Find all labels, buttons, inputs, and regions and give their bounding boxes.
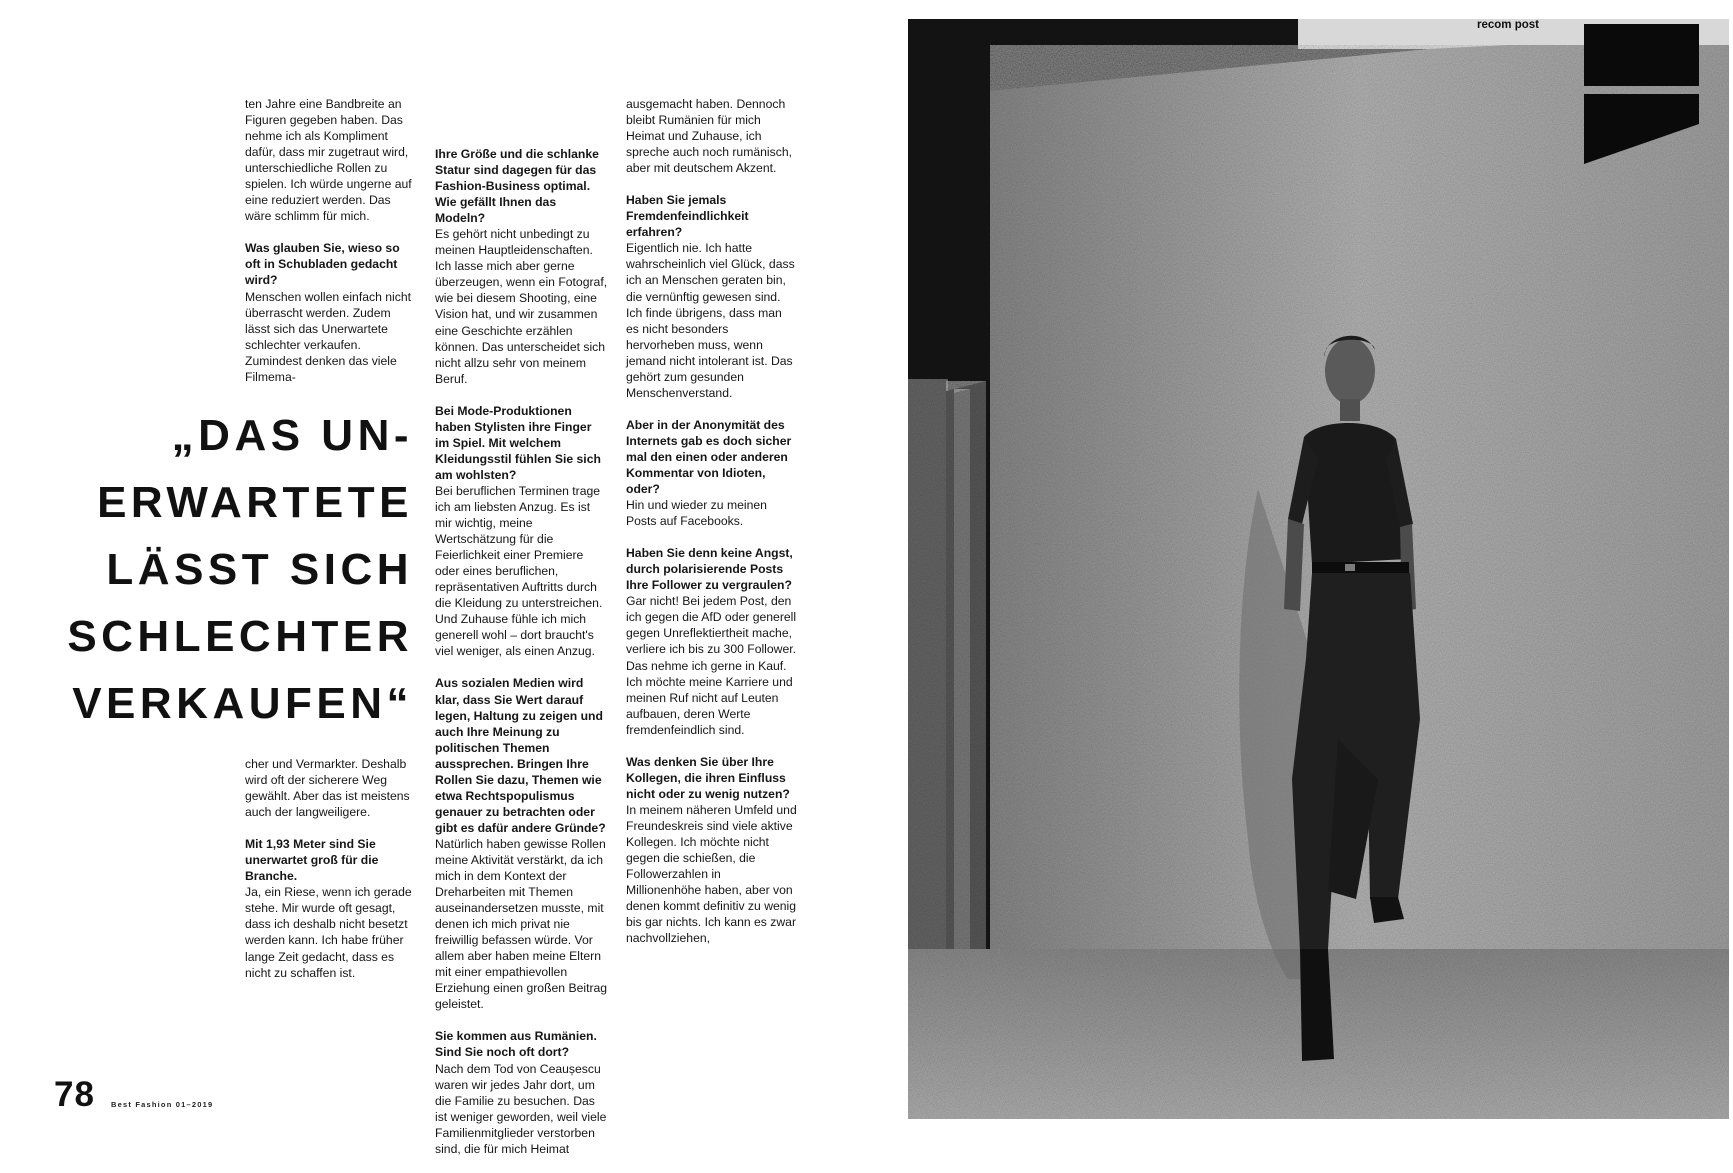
article-column-2 bbox=[435, 146, 609, 1173]
pull-quote-line: „DAS UN- bbox=[171, 411, 413, 460]
interview-question: Sie kommen aus Rumänien. Sind Sie noch oft dort? bbox=[435, 1029, 597, 1060]
pull-quote-line: LÄSST SICH bbox=[106, 545, 413, 594]
interview-answer: Bei beruflichen Terminen trage ich am liebsten Anzug. Es ist mir wichtig, meine Wertschätzung für die Feierlichkeit einer Premiere oder eines beruflichen, repräsentativen Auftritts durch die Kleidung zu unterstreichen. Und Zuhause fühle ich mich generell wohl – dort braucht's viel weniger, als einen Anzug. bbox=[435, 483, 603, 659]
interview-question: Bei Mode-Produktionen haben Stylisten ihre Finger im Spiel. Mit welchem Kleidungsstil fühlen Sie sich am wohlsten? bbox=[435, 403, 601, 482]
interview-question: Aus sozialen Medien wird klar, dass Sie Wert darauf legen, Haltung zu zeigen und auch Ihre Meinung zu politischen Themen aussprechen. Bringen Ihre Rollen Sie dazu, Themen wie etwa Rechtspopulismus genauer zu betrachten oder gibt es dafür andere Gründe? bbox=[435, 676, 606, 835]
photo-credit: recom post bbox=[1477, 19, 1539, 31]
pull-quote-line: VERKAUFEN“ bbox=[72, 679, 413, 728]
article-column-1-top bbox=[245, 96, 415, 401]
interview-answer: Menschen wollen einfach nicht überrascht werden. Zudem lässt sich das Unerwartete schlechter verkaufen. Zumindest denken das viele Filmema- bbox=[245, 289, 411, 384]
interview-answer: Gar nicht! Bei jedem Post, den ich gegen die AfD oder generell gegen Unreflektiertheit mache, verliere ich bis zu 300 Follower. Das nehme ich gerne in Kauf. Ich möchte meine Karriere und meinen Ruf nicht auf Leuten aufbauen, deren Werte fremdenfeindlich sind. bbox=[626, 594, 797, 737]
article-paragraph bbox=[245, 96, 415, 224]
article-paragraph bbox=[245, 836, 415, 980]
interview-answer: Ja, ein Riese, wenn ich gerade stehe. Mir wurde oft gesagt, dass ich deshalb nicht besetzt werden kann. Ich habe früher lange Zeit gedacht, dass es nicht zu schaffen ist. bbox=[245, 885, 412, 980]
pull-quote-line: ERWARTETE bbox=[97, 478, 413, 527]
article-column-1-bottom bbox=[245, 756, 415, 997]
article-paragraph bbox=[245, 756, 415, 820]
interview-question: Haben Sie jemals Fremdenfeindlichkeit erfahren? bbox=[626, 193, 749, 240]
article-column-3 bbox=[626, 96, 798, 962]
article-paragraph bbox=[626, 96, 798, 176]
article-paragraph bbox=[626, 545, 798, 738]
interview-answer: In meinem näheren Umfeld und Freundeskreis sind viele aktive Kollegen. Ich möchte nicht gegen die schießen, die Followerzahlen in Millionenhöhe haben, aber von denen kommt definitiv zu wenig bis gar nichts. Ich kann es zwar nachvollziehen, bbox=[626, 802, 797, 946]
pull-quote-line: SCHLECHTER bbox=[67, 612, 413, 661]
interview-question: Was glauben Sie, wieso so oft in Schubladen gedacht wird? bbox=[245, 241, 400, 288]
article-paragraph bbox=[626, 417, 798, 529]
interview-answer: Nach dem Tod von Ceaușescu waren wir jedes Jahr dort, um die Familie zu besuchen. Das ist weniger geworden, weil viele Familienmitglieder verstorben sind, die für mich Heimat bbox=[435, 1061, 607, 1156]
interview-question: Haben Sie denn keine Angst, durch polarisierende Posts Ihre Follower zu vergraulen? bbox=[626, 546, 793, 593]
article-paragraph bbox=[435, 403, 609, 660]
interview-answer: ten Jahre eine Bandbreite an Figuren gegeben haben. Das nehme ich als Kompliment dafür, dass mir zugetraut wird, unterschiedliche Rollen zu spielen. Ich würde ungerne auf eine reduziert werden. Das wäre schlimm für mich. bbox=[245, 97, 412, 224]
article-paragraph bbox=[435, 675, 609, 1012]
article-paragraph bbox=[435, 146, 609, 387]
interview-answer: Es gehört nicht unbedingt zu meinen Hauptleidenschaften. Ich lasse mich aber gerne überzeugen, wenn ein Fotograf, wie bei diesem Shooting, eine Vision hat, und wir zusammen eine Geschichte erzählen können. Das unterscheidet sich nicht allzu sehr von meinem Beruf. bbox=[435, 227, 608, 386]
pull-quote bbox=[13, 402, 413, 737]
interview-answer: ausgemacht haben. Dennoch bleibt Rumänien für mich Heimat und Zuhause, ich spreche auch noch rumänisch, aber mit deutschem Akzent. bbox=[626, 97, 792, 176]
interview-answer: Natürlich haben gewisse Rollen meine Aktivität verstärkt, da ich mich in dem Kontext der Dreharbeiten mit Themen auseinandersetzen musste, mit denen ich mich privat nie freiwillig befassen würde. Vor allem aber haben meine Eltern mit einer empathievollen Erziehung einen großen Beitrag geleistet. bbox=[435, 836, 608, 1012]
interview-answer: Hin und wieder zu meinen Posts auf Facebooks. bbox=[626, 498, 767, 529]
interview-answer: Eigentlich nie. Ich hatte wahrscheinlich viel Glück, dass ich an Menschen geraten bin, die vernünftig gewesen sind. Ich finde übrigens, dass man es nicht besonders hervorheben muss, wenn jemand nicht intolerant ist. Das gehört zum gesunden Menschenverstand. bbox=[626, 241, 795, 400]
folio-line: Best Fashion 01–2019 bbox=[111, 1100, 214, 1109]
magazine-logo-icon bbox=[1584, 24, 1699, 164]
article-paragraph bbox=[245, 240, 415, 384]
interview-question: Mit 1,93 Meter sind Sie unerwartet groß für die Branche. bbox=[245, 837, 379, 884]
article-paragraph bbox=[626, 192, 798, 401]
article-paragraph bbox=[626, 754, 798, 947]
interview-question: Was denken Sie über Ihre Kollegen, die ihren Einfluss nicht oder zu wenig nutzen? bbox=[626, 754, 790, 801]
article-paragraph bbox=[435, 1028, 609, 1156]
interview-question: Ihre Größe und die schlanke Statur sind dagegen für das Fashion-Business optimal. Wie gefällt Ihnen das Modeln? bbox=[435, 147, 599, 226]
page-number: 78 bbox=[54, 1075, 95, 1114]
fashion-photo bbox=[908, 19, 1729, 1119]
interview-question: Aber in der Anonymität des Internets gab es doch sicher mal den einen oder anderen Kommentar von Idioten, oder? bbox=[626, 417, 792, 497]
interview-answer: cher und Vermarkter. Deshalb wird oft der sicherere Weg gewählt. Aber das ist meistens auch der langweiligere. bbox=[245, 757, 410, 820]
